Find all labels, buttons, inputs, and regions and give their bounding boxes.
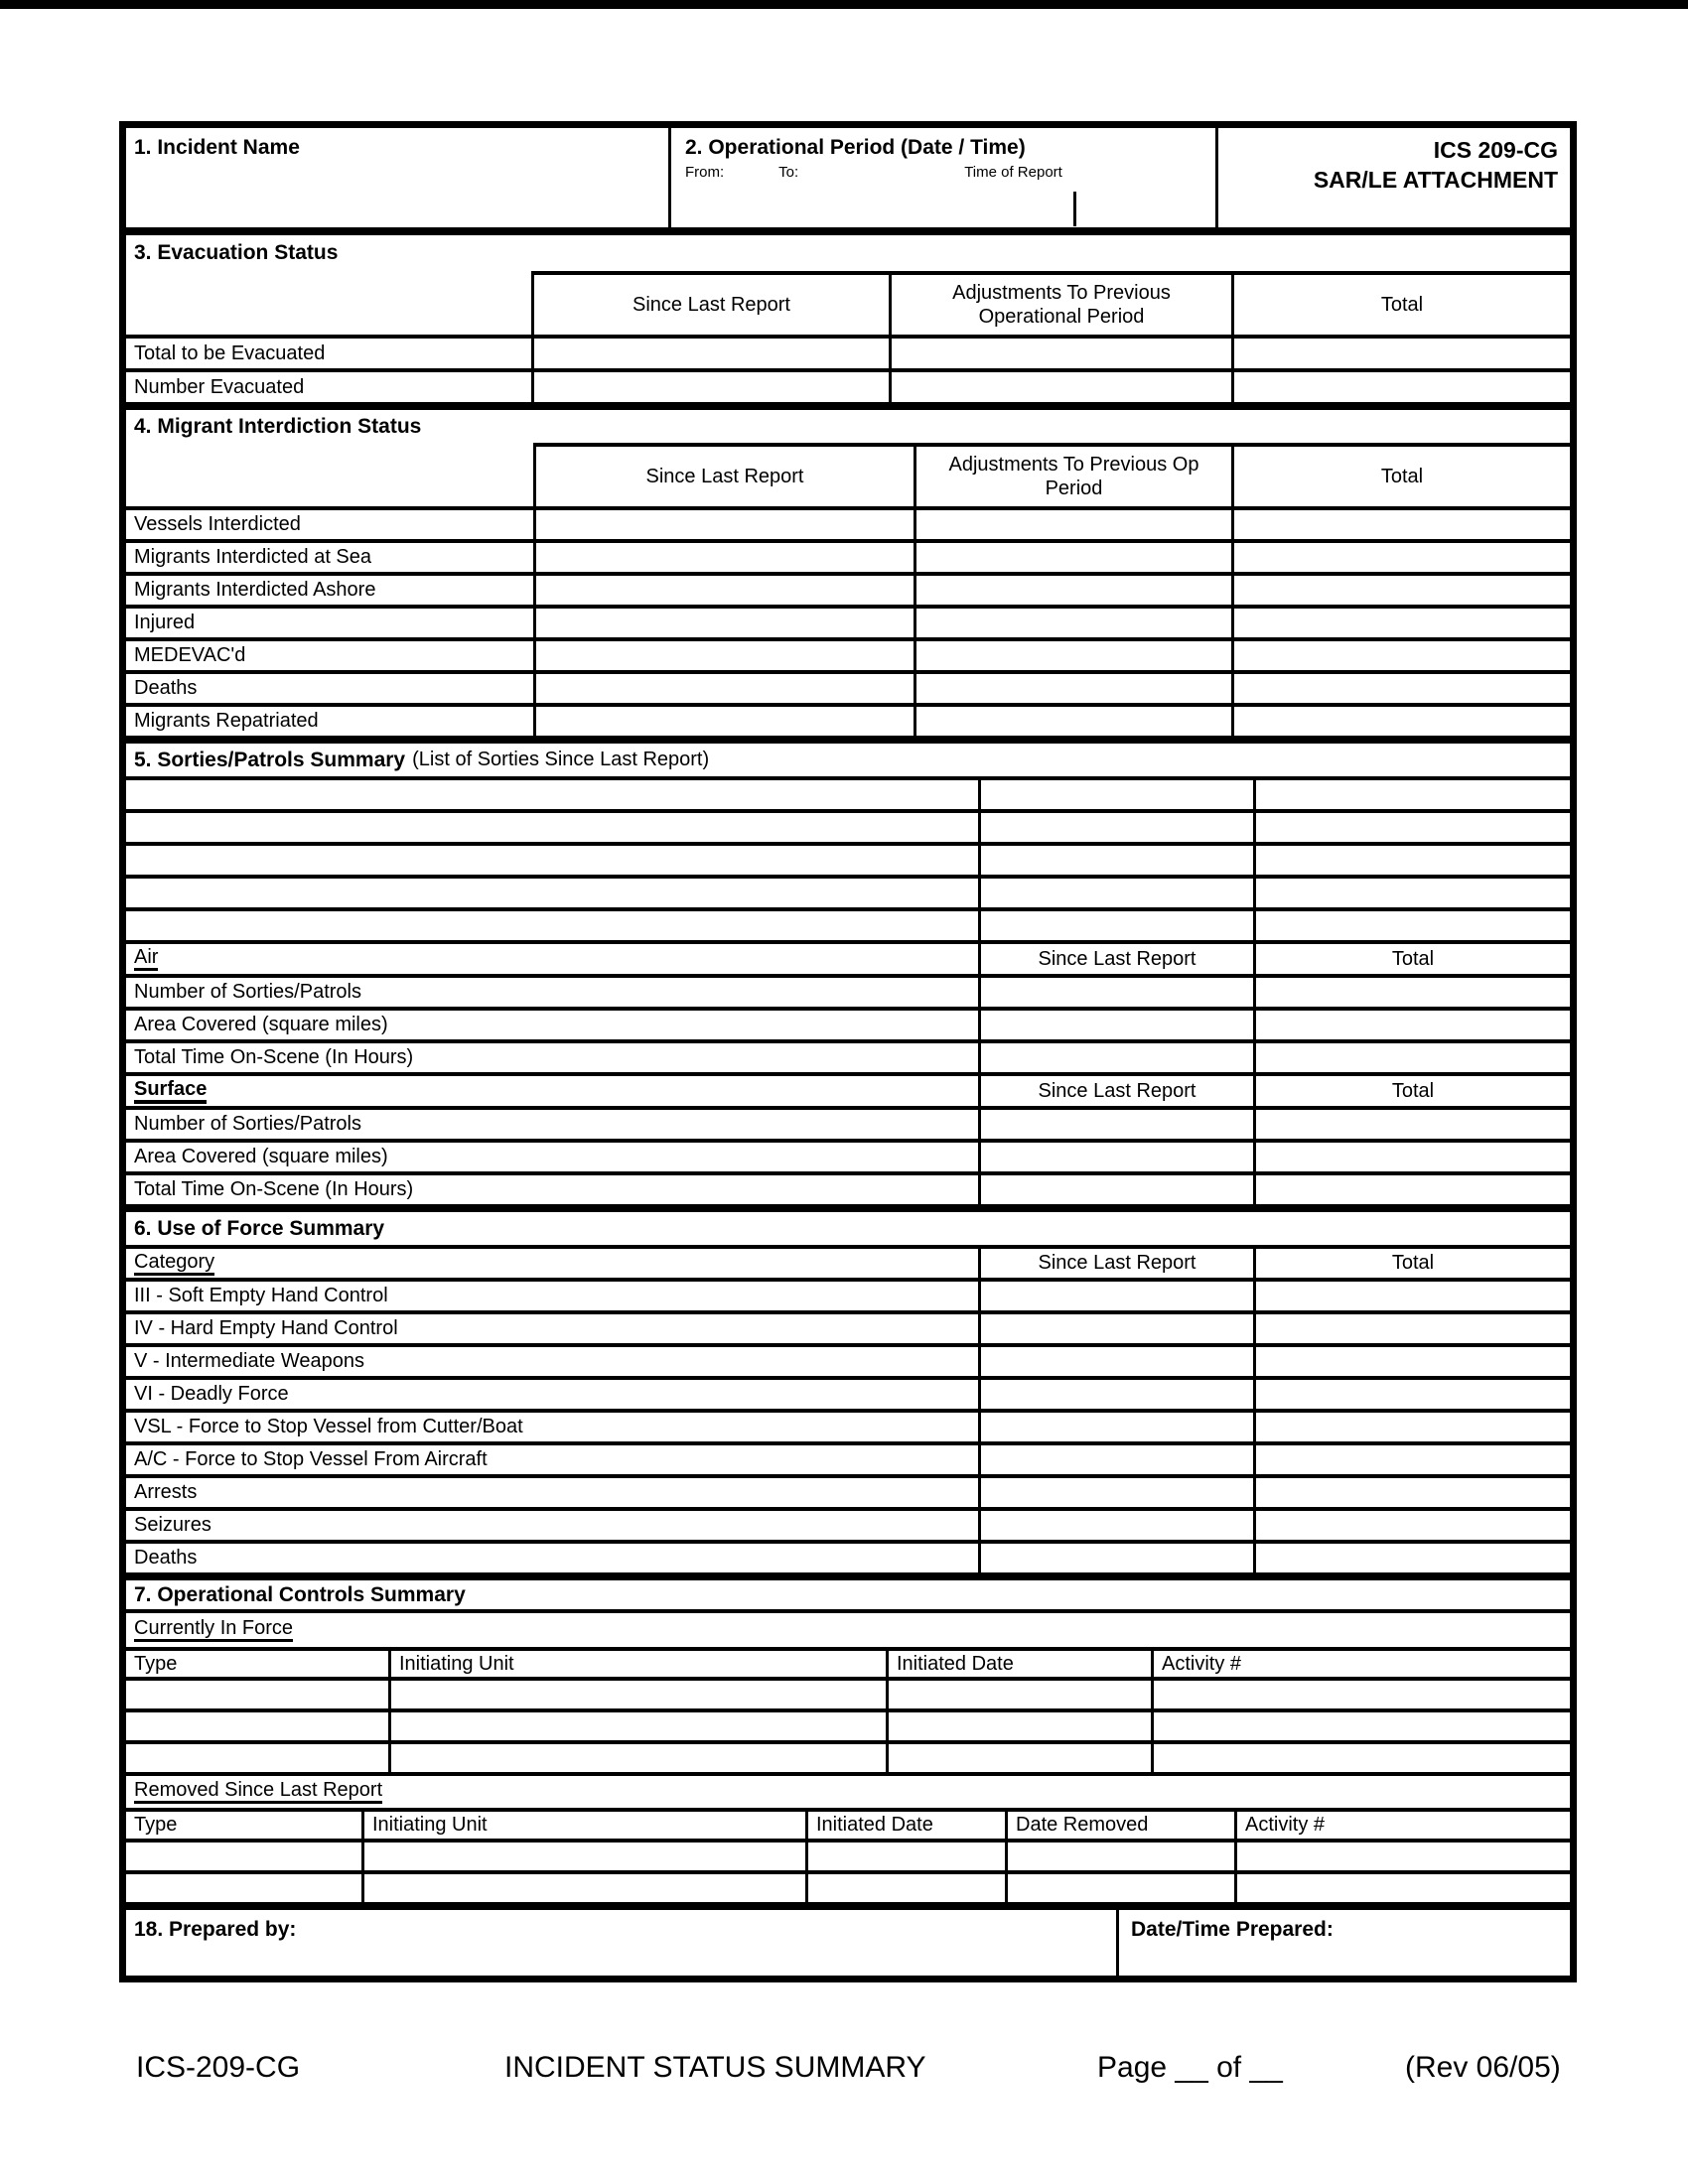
section-divider [126,1204,1570,1212]
row-label: V - Intermediate Weapons [126,1343,978,1376]
incident-name-field[interactable] [126,128,668,227]
row-label: Number of Sorties/Patrols [126,1106,978,1139]
table-row [126,670,1570,703]
current-col-initiated-date: Initiated Date [886,1647,1151,1677]
input-cell[interactable] [978,1343,1253,1376]
section4-title: 4. Migrant Interdiction Status [134,414,422,438]
operational-period-sublabels [685,164,1062,181]
input-cell[interactable] [1253,1039,1570,1072]
input-cell[interactable] [1231,572,1570,605]
input-cell[interactable] [531,335,889,368]
input-cell[interactable] [978,974,1253,1007]
currently-in-force-label: Currently In Force [134,1618,293,1642]
table-row [126,1039,1570,1072]
table-row [126,1441,1570,1474]
table-row [126,703,1570,736]
row-label: Total to be Evacuated [126,335,531,368]
input-cell[interactable] [914,703,1231,736]
table-row [126,1376,1570,1409]
category-header-row [126,1245,1570,1278]
table-row [126,1106,1570,1139]
footer-revision: (Rev 06/05) [1405,2051,1561,2084]
section4-col-since: Since Last Report [533,443,914,506]
section3-col-total: Total [1231,271,1570,335]
input-cell[interactable] [533,637,914,670]
datetime-prepared-field[interactable] [1116,1910,1570,1976]
table-row [126,1171,1570,1204]
prepared-by-row [126,1910,1570,1976]
input-cell[interactable] [1231,335,1570,368]
current-col-initiating-unit: Initiating Unit [388,1647,886,1677]
prepared-by-label: 18. Prepared by: [134,1918,297,1941]
input-cell[interactable] [126,1708,388,1740]
section5-title-note: (List of Sorties Since Last Report) [412,749,710,770]
input-cell[interactable] [1253,1310,1570,1343]
operational-period-field[interactable] [668,128,1215,227]
input-cell[interactable] [978,1376,1253,1409]
table-row [126,1007,1570,1039]
input-cell[interactable] [1231,637,1570,670]
section5-title-row [126,744,1570,776]
section4-title-row [126,410,1570,443]
row-label: Area Covered (square miles) [126,1139,978,1171]
section-divider [126,402,1570,410]
input-cell[interactable] [1253,1106,1570,1139]
input-cell[interactable] [126,809,978,842]
sortie-list-row [126,907,1570,940]
input-cell[interactable] [1253,1343,1570,1376]
spacer-cell [126,443,533,506]
form-id-text: ICS 209-CG [1433,137,1558,163]
input-cell[interactable] [126,907,978,940]
input-cell[interactable] [978,1039,1253,1072]
form-id-block [1215,128,1570,227]
air-label: Air [134,947,158,971]
section3-col-adjustments: Adjustments To Previous Operational Period [889,271,1231,335]
input-cell[interactable] [886,1708,1151,1740]
ics-209-cg-sarle-form [119,121,1577,1982]
section7-title-row [126,1580,1570,1613]
air-col-total: Total [1253,940,1570,974]
table-row [126,1139,1570,1171]
row-label: Area Covered (square miles) [126,1007,978,1039]
input-cell[interactable] [1253,1139,1570,1171]
input-cell[interactable] [978,1441,1253,1474]
table-row [126,1409,1570,1441]
removed-col-initiating-unit: Initiating Unit [361,1808,805,1839]
input-cell[interactable] [1253,875,1570,907]
input-cell[interactable] [126,842,978,875]
currently-in-force-row [126,1613,1570,1647]
section-divider [126,736,1570,744]
input-cell[interactable] [1253,1409,1570,1441]
input-cell[interactable] [1231,368,1570,402]
section7-title: 7. Operational Controls Summary [134,1582,466,1606]
input-cell[interactable] [1005,1839,1234,1870]
table-row [126,1278,1570,1310]
table-row [126,506,1570,539]
input-cell[interactable] [978,1139,1253,1171]
input-cell[interactable] [1151,1677,1570,1708]
section3-title-row [126,235,1570,271]
category-label: Category [134,1252,214,1276]
row-label: Number Evacuated [126,368,531,402]
row-label: Deaths [126,1540,978,1572]
row-label: Deaths [126,670,533,703]
table-row [126,1870,1570,1902]
input-cell[interactable] [1253,974,1570,1007]
form-header-row [126,128,1570,227]
input-cell[interactable] [1151,1708,1570,1740]
table-row [126,1343,1570,1376]
input-cell[interactable] [914,539,1231,572]
input-cell[interactable] [1234,1839,1570,1870]
input-cell[interactable] [1231,539,1570,572]
row-label: Migrants Interdicted Ashore [126,572,533,605]
input-cell[interactable] [1253,1278,1570,1310]
input-cell[interactable] [533,703,914,736]
datetime-prepared-label: Date/Time Prepared: [1131,1918,1334,1941]
input-cell[interactable] [978,776,1253,809]
removed-col-type: Type [126,1808,361,1839]
input-cell[interactable] [914,572,1231,605]
input-cell[interactable] [126,776,978,809]
current-col-type: Type [126,1647,388,1677]
spacer-cell [126,271,531,335]
table-row [126,1507,1570,1540]
row-label: VI - Deadly Force [126,1376,978,1409]
input-cell[interactable] [1234,1870,1570,1902]
input-cell[interactable] [1253,1540,1570,1572]
input-cell[interactable] [533,670,914,703]
input-cell[interactable] [978,907,1253,940]
input-cell[interactable] [1253,1474,1570,1507]
input-cell[interactable] [1005,1870,1234,1902]
row-label: Migrants Repatriated [126,703,533,736]
footer-doc-title: INCIDENT STATUS SUMMARY [504,2051,926,2084]
section6-col-since: Since Last Report [978,1245,1253,1278]
input-cell[interactable] [1231,703,1570,736]
table-row [126,368,1570,402]
input-cell[interactable] [886,1740,1151,1772]
input-cell[interactable] [1253,907,1570,940]
row-label: MEDEVAC'd [126,637,533,670]
row-label: IV - Hard Empty Hand Control [126,1310,978,1343]
section6-col-total: Total [1253,1245,1570,1278]
time-of-report-label: Time of Report [964,164,1062,181]
table-row [126,1839,1570,1870]
input-cell[interactable] [531,368,889,402]
prepared-by-field[interactable] [126,1910,1116,1976]
input-cell[interactable] [1253,1507,1570,1540]
input-cell[interactable] [805,1839,1005,1870]
input-cell[interactable] [805,1870,1005,1902]
surface-label: Surface [134,1079,207,1104]
section4-col-total: Total [1231,443,1570,506]
input-cell[interactable] [978,1409,1253,1441]
section3-column-header-row [126,271,1570,335]
input-cell[interactable] [978,1007,1253,1039]
row-label: Number of Sorties/Patrols [126,974,978,1007]
input-cell[interactable] [914,506,1231,539]
input-cell[interactable] [533,605,914,637]
removed-since-last-report-row [126,1772,1570,1808]
section5-title: 5. Sorties/Patrols Summary [134,748,406,771]
row-label: Total Time On-Scene (In Hours) [126,1039,978,1072]
input-cell[interactable] [978,1540,1253,1572]
current-col-activity: Activity # [1151,1647,1570,1677]
input-cell[interactable] [126,875,978,907]
removed-table-header-row [126,1808,1570,1839]
input-cell[interactable] [978,1507,1253,1540]
input-cell[interactable] [533,506,914,539]
table-row [126,1540,1570,1572]
input-cell[interactable] [978,842,1253,875]
input-cell[interactable] [1151,1740,1570,1772]
input-cell[interactable] [978,809,1253,842]
page-footer [119,2051,1577,2095]
time-of-report-tick-mark [1073,192,1076,226]
surface-subheader-row [126,1072,1570,1106]
footer-form-number: ICS-209-CG [136,2051,301,2084]
input-cell[interactable] [1253,1441,1570,1474]
input-cell[interactable] [914,637,1231,670]
input-cell[interactable] [388,1740,886,1772]
input-cell[interactable] [126,1870,361,1902]
surface-col-since: Since Last Report [978,1072,1253,1106]
row-label: VSL - Force to Stop Vessel from Cutter/Boat [126,1409,978,1441]
row-label: Migrants Interdicted at Sea [126,539,533,572]
input-cell[interactable] [1253,776,1570,809]
table-row [126,637,1570,670]
section4-col-adjustments: Adjustments To Previous Op Period [914,443,1231,506]
input-cell[interactable] [361,1870,805,1902]
input-cell[interactable] [388,1708,886,1740]
removed-col-initiated-date: Initiated Date [805,1808,1005,1839]
sortie-list-row [126,842,1570,875]
sortie-list-row [126,809,1570,842]
section6-title: 6. Use of Force Summary [134,1216,385,1240]
table-row [126,974,1570,1007]
sortie-list-row [126,776,1570,809]
input-cell[interactable] [889,335,1231,368]
input-cell[interactable] [978,1310,1253,1343]
scan-artifact-top [0,0,1688,9]
input-cell[interactable] [126,1839,361,1870]
removed-col-date-removed: Date Removed [1005,1808,1234,1839]
table-row [126,1708,1570,1740]
input-cell[interactable] [978,1474,1253,1507]
removed-since-label: Removed Since Last Report [134,1780,382,1804]
table-row [126,1677,1570,1708]
input-cell[interactable] [1253,842,1570,875]
table-row [126,1740,1570,1772]
input-cell[interactable] [1231,506,1570,539]
to-label: To: [778,164,799,181]
section6-title-row [126,1212,1570,1245]
input-cell[interactable] [533,572,914,605]
footer-page-label: Page __ of __ [1097,2051,1283,2084]
input-cell[interactable] [1253,1007,1570,1039]
section-divider [126,1572,1570,1580]
input-cell[interactable] [914,670,1231,703]
incident-name-label: 1. Incident Name [134,136,300,159]
input-cell[interactable] [1253,1171,1570,1204]
section3-col-since: Since Last Report [531,271,889,335]
input-cell[interactable] [533,539,914,572]
current-table-header-row [126,1647,1570,1677]
section3-title: 3. Evacuation Status [134,241,339,264]
from-label: From: [685,164,725,181]
input-cell[interactable] [978,1106,1253,1139]
table-row [126,572,1570,605]
input-cell[interactable] [889,368,1231,402]
surface-col-total: Total [1253,1072,1570,1106]
input-cell[interactable] [1253,1376,1570,1409]
section4-column-header-row [126,443,1570,506]
row-label: Vessels Interdicted [126,506,533,539]
row-label: Arrests [126,1474,978,1507]
input-cell[interactable] [978,1278,1253,1310]
section-divider [126,1902,1570,1910]
input-cell[interactable] [886,1677,1151,1708]
operational-period-label: 2. Operational Period (Date / Time) [685,136,1026,159]
input-cell[interactable] [1231,670,1570,703]
row-label: III - Soft Empty Hand Control [126,1278,978,1310]
air-subheader-row [126,940,1570,974]
input-cell[interactable] [126,1677,388,1708]
input-cell[interactable] [126,1740,388,1772]
input-cell[interactable] [1231,605,1570,637]
row-label: Total Time On-Scene (In Hours) [126,1171,978,1204]
sortie-list-row [126,875,1570,907]
row-label: Seizures [126,1507,978,1540]
table-row [126,335,1570,368]
input-cell[interactable] [914,605,1231,637]
input-cell[interactable] [388,1677,886,1708]
input-cell[interactable] [361,1839,805,1870]
air-col-since: Since Last Report [978,940,1253,974]
removed-col-activity: Activity # [1234,1808,1570,1839]
table-row [126,1474,1570,1507]
input-cell[interactable] [1253,809,1570,842]
table-row [126,1310,1570,1343]
form-attachment-name: SAR/LE ATTACHMENT [1313,166,1558,193]
table-row [126,539,1570,572]
section-divider [126,227,1570,235]
row-label: Injured [126,605,533,637]
input-cell[interactable] [978,875,1253,907]
row-label: A/C - Force to Stop Vessel From Aircraft [126,1441,978,1474]
input-cell[interactable] [978,1171,1253,1204]
table-row [126,605,1570,637]
